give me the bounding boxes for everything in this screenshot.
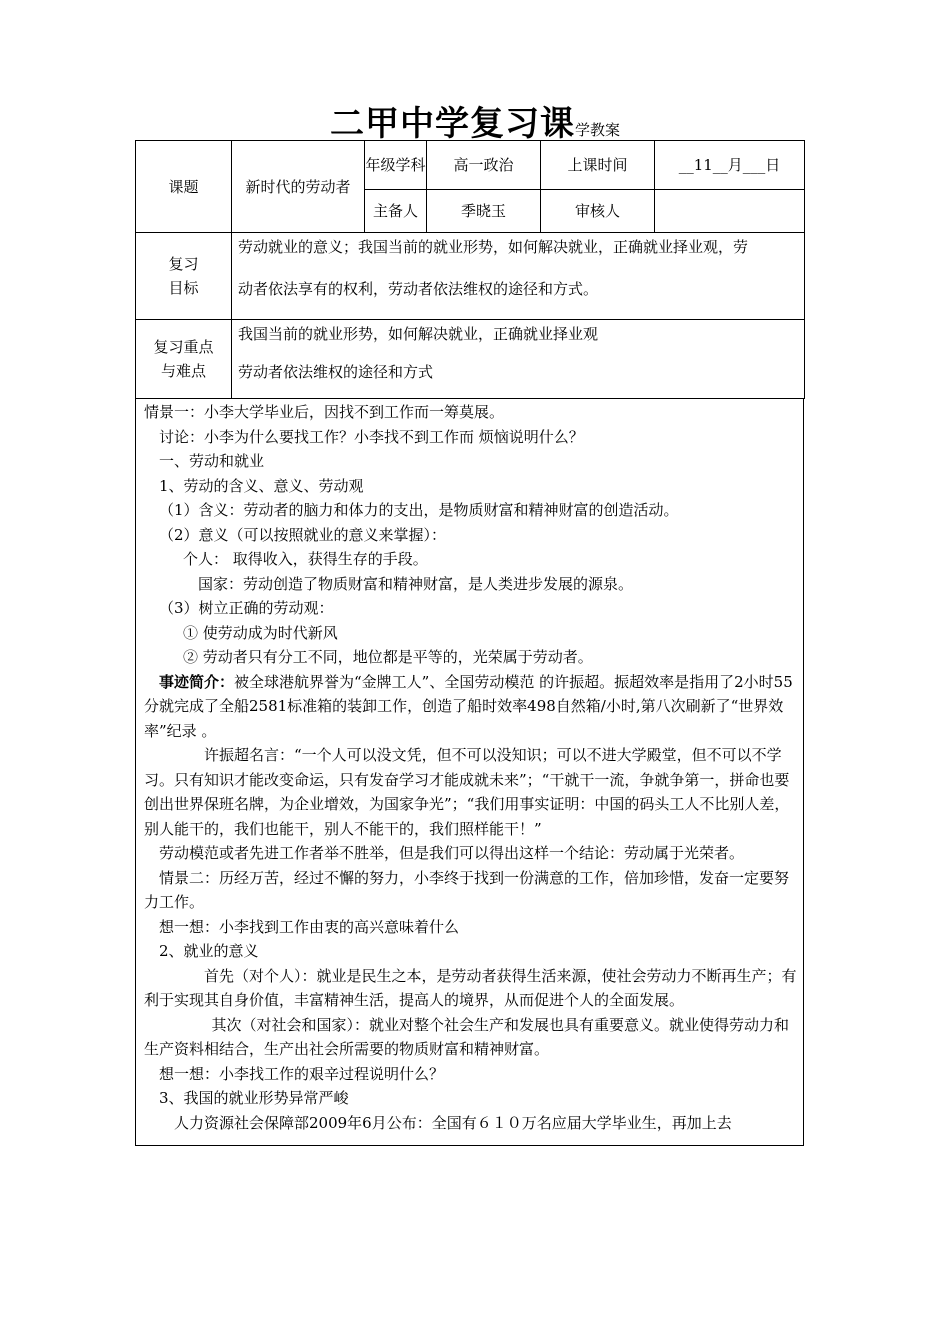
focus-line-1: 我国当前的就业形势，如何解决就业，正确就业择业观 <box>238 325 599 343</box>
time-value: __11__月___日 <box>655 141 805 190</box>
subheading-employment: 2、就业的意义 <box>159 942 259 960</box>
labor-definition: （1）含义：劳动者的脑力和体力的支出，是物质财富和精神财富的创造活动。 <box>159 501 679 519</box>
focus-line-2: 劳动者依法维权的途径和方式 <box>238 363 434 381</box>
preparer-label: 主备人 <box>365 190 427 233</box>
employment-personal: 首先（对个人）：就业是民生之本，是劳动者获得生活来源，使社会劳动力不断再生产；有利于实现其自身价值，丰富精神生活，提高人的境界，从而促进个人的全面发展。 <box>144 966 797 1009</box>
labor-view-item-2: ② 劳动者只有分工不同，地位都是平等的，光荣属于劳动者。 <box>183 648 593 666</box>
labor-view: （3）树立正确的劳动观： <box>159 599 334 617</box>
reviewer-value <box>655 190 805 233</box>
lesson-info-table <box>135 140 805 399</box>
preparer-value: 季晓玉 <box>427 190 541 233</box>
subheading-labor: 1、劳动的含义、意义、劳动观 <box>159 476 364 495</box>
labor-significance: （2）意义（可以按照就业的意义来掌握）： <box>159 525 447 544</box>
goal-line-2: 动者依法享有的权利，劳动者依法维权的途径和方式。 <box>238 280 599 298</box>
goal-line-1: 劳动就业的意义；我国当前的就业形势，如何解决就业，正确就业择业观，劳 <box>238 238 749 256</box>
significance-personal: 个人： 取得收入，获得生存的手段。 <box>183 550 428 568</box>
deeds-intro-label: 事迹简介： <box>159 672 235 691</box>
topic-value: 新时代的劳动者 <box>232 141 365 233</box>
reviewer-label: 审核人 <box>541 190 655 233</box>
focus-label-line-1: 复习重点 <box>153 338 214 356</box>
employment-society: 其次（对社会和国家）：就业对整个社会生产和发展也具有重要意义。就业使得劳动力和生产资料相结合，生产出社会所需要的物质财富和精神财富。 <box>144 1015 790 1058</box>
title-suffix: 学教案 <box>574 121 620 139</box>
situation-text: 人力资源社会保障部2009年6月公布：全国有６１０万名应届大学毕业生，再加上去 <box>174 1113 732 1132</box>
goal-label-line-1: 复习 <box>168 255 199 273</box>
quotes: 许振超名言：“一个人可以没文凭，但不可以没知识；可以不进大学殿堂，但不可以不学习。只有知识才能改变命运，只有发奋学习才能成就未来”；“干就干一流，争就争第一，拼命也要创出世界保班名牌，为企业增效，为国家争光”；“我们用事实证明：中国的码头工人不比别人差，别人能干的，我们也能干，别人不能干的，我们照样能干！” <box>144 746 790 838</box>
deeds-intro <box>144 670 797 744</box>
conclusion: 劳动模范或者先进工作者举不胜举，但是我们可以得出这样一个结论：劳动属于光荣者。 <box>159 844 745 862</box>
discussion: 讨论：小李为什么要找工作？小李找不到工作而 烦恼说明什么？ <box>159 427 584 446</box>
scenario-one: 情景一：小李大学毕业后，因找不到工作而一筹莫展。 <box>144 403 505 421</box>
focus-content <box>232 320 805 399</box>
lesson-content <box>135 398 804 1146</box>
goal-label <box>136 233 232 320</box>
focus-label-line-2: 与难点 <box>160 362 206 380</box>
grade-label: 年级学科 <box>365 141 427 190</box>
grade-value: 高一政治 <box>427 141 541 190</box>
goal-content <box>232 233 805 320</box>
subheading-situation: 3、我国的就业形势异常严峻 <box>159 1089 349 1107</box>
goal-label-line-2: 目标 <box>168 279 199 297</box>
document-title <box>0 96 950 145</box>
focus-label <box>136 320 232 399</box>
scenario-two: 情景二：历经万苦，经过不懈的努力，小李终于找到一份满意的工作，倍加珍惜，发奋一定要努力工作。 <box>144 868 790 911</box>
time-label: 上课时间 <box>541 141 655 190</box>
labor-view-item-1: ① 使劳动成为时代新风 <box>183 623 338 642</box>
think-one: 想一想：小李找到工作由衷的高兴意味着什么 <box>159 917 460 936</box>
significance-national: 国家：劳动创造了物质财富和精神财富，是人类进步发展的源泉。 <box>198 574 634 593</box>
topic-label: 课题 <box>136 141 232 233</box>
think-two: 想一想：小李找工作的艰辛过程说明什么？ <box>159 1064 445 1083</box>
deeds-intro-text: 被全球港航界誉为“金牌工人”、全国劳动模范 的许振超。振超效率是指用了2小时55分就完成了全船2581标准箱的装卸工作，创造了船时效率498自然箱/小时,第八次刷新了“世界效率”纪录 。 <box>144 672 793 740</box>
school-title: 二甲中学复习课 <box>329 104 575 144</box>
section-heading-one: 一、劳动和就业 <box>159 452 265 470</box>
